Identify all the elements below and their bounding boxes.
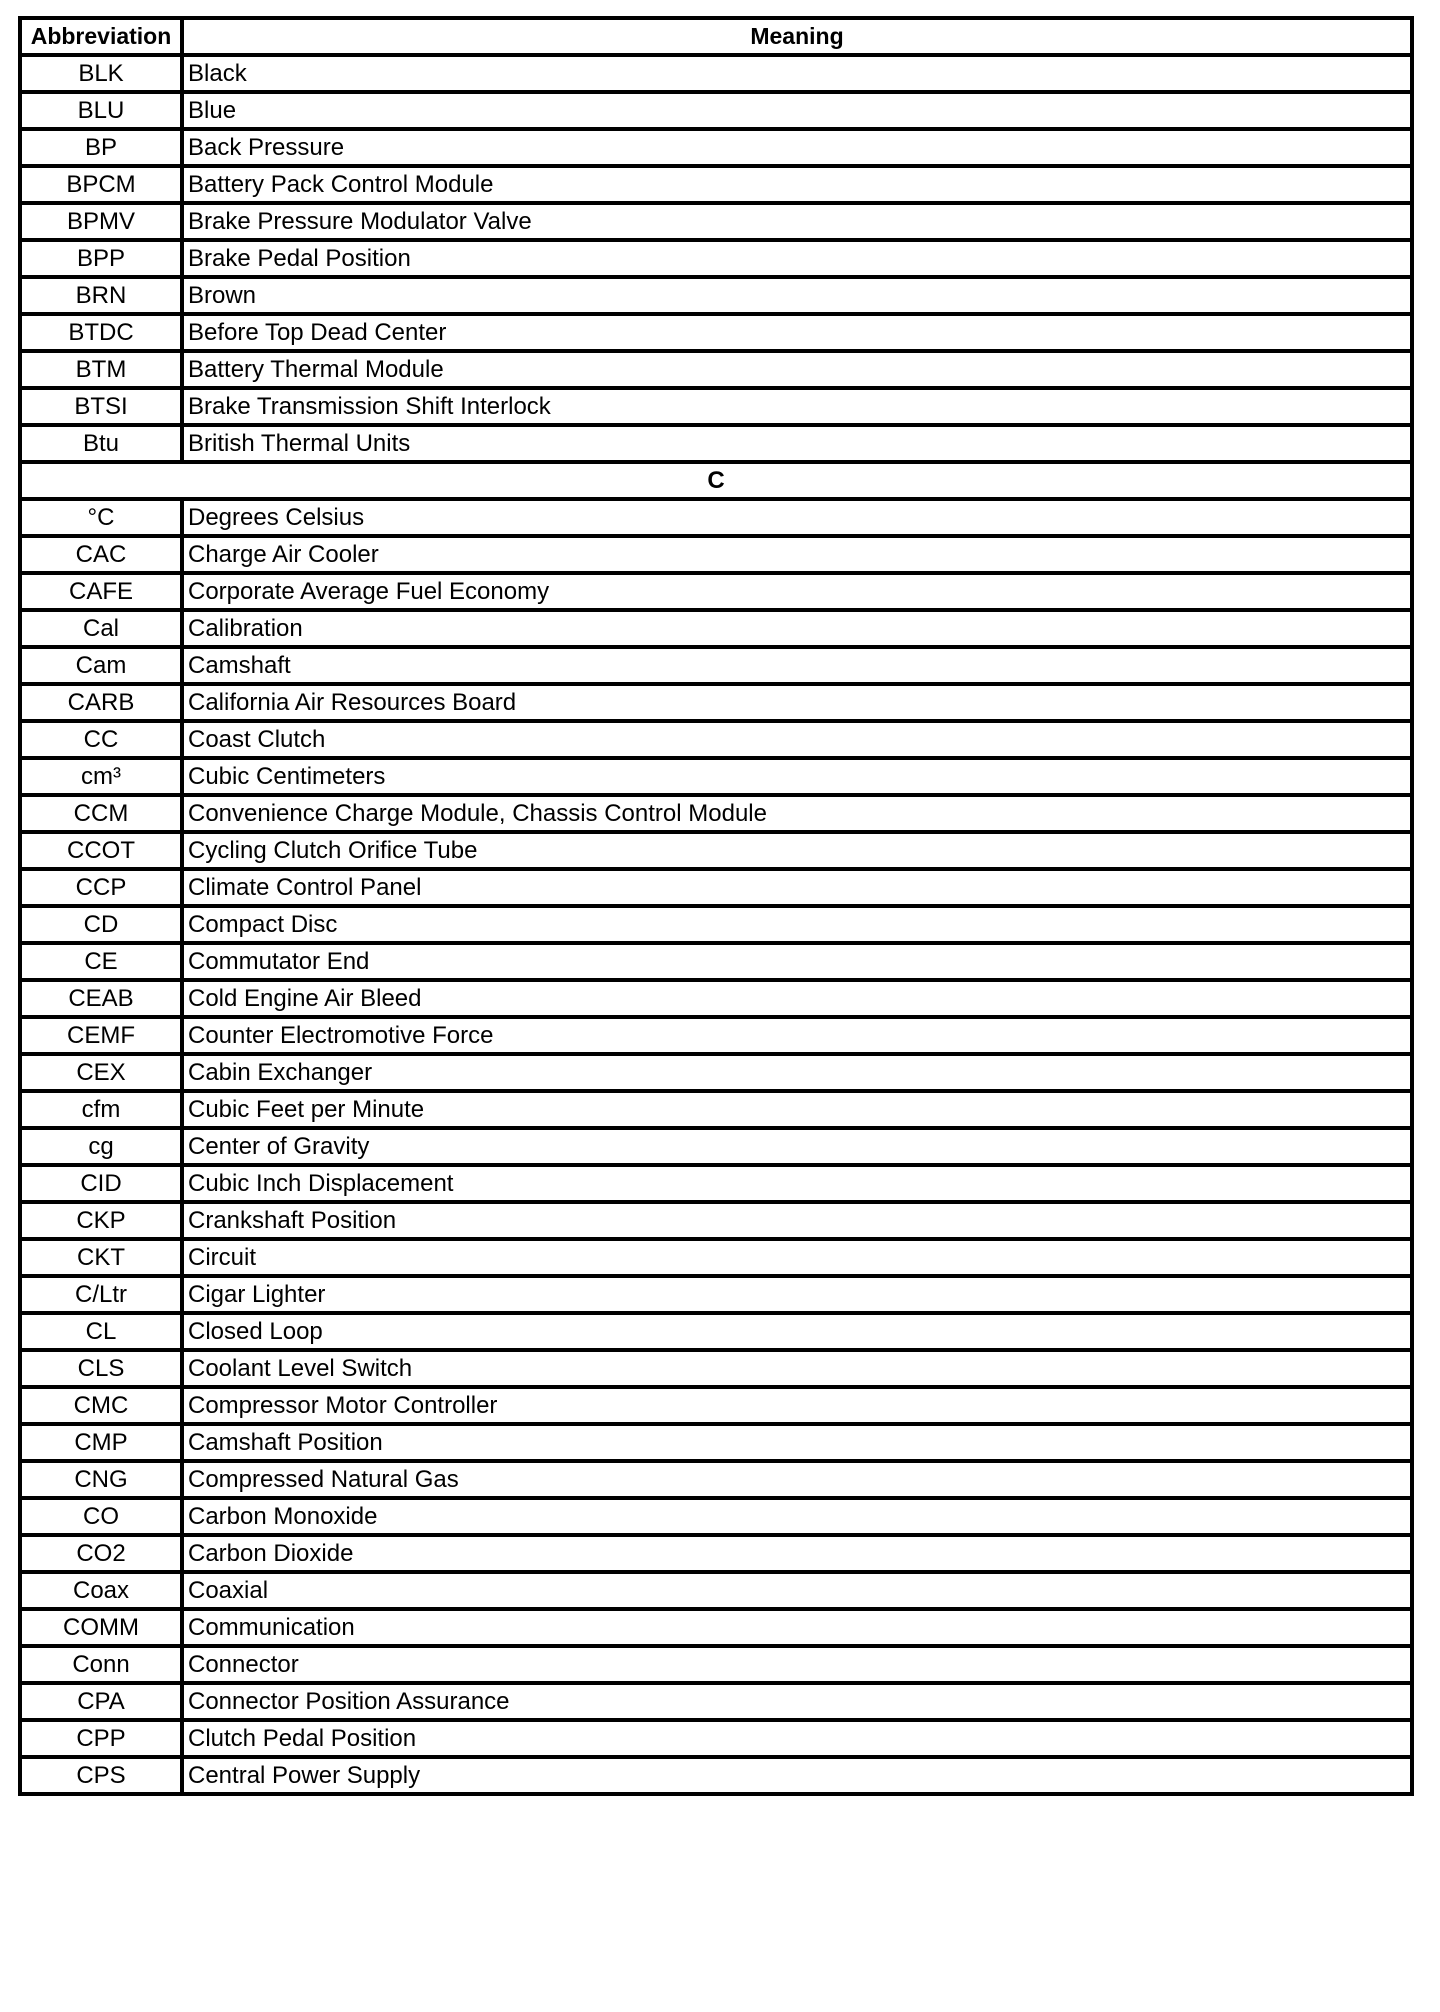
meaning-cell: Brown — [182, 277, 1412, 314]
meaning-column-header: Meaning — [182, 18, 1412, 55]
section-letter: C — [20, 462, 1412, 499]
table-row — [20, 425, 1412, 462]
table-row — [20, 240, 1412, 277]
meaning-cell: Cabin Exchanger — [182, 1054, 1412, 1091]
abbreviation-cell: °C — [20, 499, 182, 536]
meaning-cell: Brake Pressure Modulator Valve — [182, 203, 1412, 240]
meaning-cell: Calibration — [182, 610, 1412, 647]
meaning-cell: Cycling Clutch Orifice Tube — [182, 832, 1412, 869]
table-row — [20, 684, 1412, 721]
abbreviation-cell: CNG — [20, 1461, 182, 1498]
table-row — [20, 832, 1412, 869]
abbreviation-cell: CPA — [20, 1683, 182, 1720]
abbreviation-cell: CAFE — [20, 573, 182, 610]
meaning-cell: Clutch Pedal Position — [182, 1720, 1412, 1757]
meaning-cell: Camshaft — [182, 647, 1412, 684]
table-row — [20, 1387, 1412, 1424]
table-row — [20, 795, 1412, 832]
table-row — [20, 758, 1412, 795]
abbreviation-cell: BLU — [20, 92, 182, 129]
meaning-cell: Black — [182, 55, 1412, 92]
table-row — [20, 610, 1412, 647]
table-row — [20, 721, 1412, 758]
meaning-cell: British Thermal Units — [182, 425, 1412, 462]
table-row — [20, 1202, 1412, 1239]
meaning-cell: Brake Pedal Position — [182, 240, 1412, 277]
abbreviation-cell: BLK — [20, 55, 182, 92]
meaning-cell: Cigar Lighter — [182, 1276, 1412, 1313]
table-row — [20, 1017, 1412, 1054]
abbreviation-cell: cm³ — [20, 758, 182, 795]
table-row — [20, 499, 1412, 536]
abbreviation-cell: CL — [20, 1313, 182, 1350]
table-row — [20, 277, 1412, 314]
meaning-cell: Carbon Dioxide — [182, 1535, 1412, 1572]
abbreviation-cell: cg — [20, 1128, 182, 1165]
meaning-cell: Carbon Monoxide — [182, 1498, 1412, 1535]
meaning-cell: Climate Control Panel — [182, 869, 1412, 906]
table-row — [20, 1091, 1412, 1128]
abbreviation-cell: CEMF — [20, 1017, 182, 1054]
table-row — [20, 166, 1412, 203]
meaning-cell: Brake Transmission Shift Interlock — [182, 388, 1412, 425]
meaning-cell: Central Power Supply — [182, 1757, 1412, 1794]
meaning-cell: California Air Resources Board — [182, 684, 1412, 721]
table-row — [20, 388, 1412, 425]
abbreviation-cell: CARB — [20, 684, 182, 721]
abbreviation-cell: CD — [20, 906, 182, 943]
abbreviation-column-header: Abbreviation — [20, 18, 182, 55]
abbreviation-cell: Cal — [20, 610, 182, 647]
table-row — [20, 314, 1412, 351]
abbreviation-cell: CCP — [20, 869, 182, 906]
abbreviation-cell: BRN — [20, 277, 182, 314]
table-row — [20, 1128, 1412, 1165]
abbreviation-cell: CCM — [20, 795, 182, 832]
meaning-cell: Crankshaft Position — [182, 1202, 1412, 1239]
abbreviation-cell: BTSI — [20, 388, 182, 425]
abbreviation-cell: BP — [20, 129, 182, 166]
table-row — [20, 573, 1412, 610]
meaning-cell: Coaxial — [182, 1572, 1412, 1609]
meaning-cell: Commutator End — [182, 943, 1412, 980]
meaning-cell: Convenience Charge Module, Chassis Control Module — [182, 795, 1412, 832]
meaning-cell: Compressed Natural Gas — [182, 1461, 1412, 1498]
abbreviation-cell: Btu — [20, 425, 182, 462]
meaning-cell: Coast Clutch — [182, 721, 1412, 758]
abbreviation-cell: BPP — [20, 240, 182, 277]
table-row — [20, 351, 1412, 388]
abbreviation-cell: CO2 — [20, 1535, 182, 1572]
table-body — [20, 55, 1412, 1794]
table-row — [20, 1276, 1412, 1313]
table-row — [20, 55, 1412, 92]
meaning-cell: Cubic Inch Displacement — [182, 1165, 1412, 1202]
meaning-cell: Camshaft Position — [182, 1424, 1412, 1461]
meaning-cell: Coolant Level Switch — [182, 1350, 1412, 1387]
abbreviation-cell: CEAB — [20, 980, 182, 1017]
abbreviation-cell: CPP — [20, 1720, 182, 1757]
abbreviation-cell: CLS — [20, 1350, 182, 1387]
table-row — [20, 906, 1412, 943]
meaning-cell: Degrees Celsius — [182, 499, 1412, 536]
meaning-cell: Connector Position Assurance — [182, 1683, 1412, 1720]
meaning-cell: Corporate Average Fuel Economy — [182, 573, 1412, 610]
meaning-cell: Cubic Feet per Minute — [182, 1091, 1412, 1128]
meaning-cell: Back Pressure — [182, 129, 1412, 166]
table-row — [20, 943, 1412, 980]
meaning-cell: Closed Loop — [182, 1313, 1412, 1350]
meaning-cell: Cubic Centimeters — [182, 758, 1412, 795]
meaning-cell: Counter Electromotive Force — [182, 1017, 1412, 1054]
abbreviation-cell: cfm — [20, 1091, 182, 1128]
abbreviation-cell: Coax — [20, 1572, 182, 1609]
abbreviation-cell: CPS — [20, 1757, 182, 1794]
table-row — [20, 1572, 1412, 1609]
abbreviation-cell: Cam — [20, 647, 182, 684]
abbreviation-cell: COMM — [20, 1609, 182, 1646]
abbreviation-cell: CKP — [20, 1202, 182, 1239]
abbreviation-cell: CE — [20, 943, 182, 980]
abbreviation-cell: BPMV — [20, 203, 182, 240]
abbreviation-cell: CC — [20, 721, 182, 758]
section-header-row — [20, 462, 1412, 499]
meaning-cell: Center of Gravity — [182, 1128, 1412, 1165]
abbreviation-cell: C/Ltr — [20, 1276, 182, 1313]
meaning-cell: Circuit — [182, 1239, 1412, 1276]
table-row — [20, 1683, 1412, 1720]
meaning-cell: Blue — [182, 92, 1412, 129]
abbreviation-cell: BTDC — [20, 314, 182, 351]
abbreviation-cell: CAC — [20, 536, 182, 573]
abbreviation-cell: CEX — [20, 1054, 182, 1091]
table-row — [20, 980, 1412, 1017]
table-row — [20, 1757, 1412, 1794]
meaning-cell: Cold Engine Air Bleed — [182, 980, 1412, 1017]
table-row — [20, 1313, 1412, 1350]
table-row — [20, 203, 1412, 240]
abbreviation-cell: Conn — [20, 1646, 182, 1683]
meaning-cell: Charge Air Cooler — [182, 536, 1412, 573]
table-row — [20, 1461, 1412, 1498]
table-row — [20, 647, 1412, 684]
abbreviation-cell: CCOT — [20, 832, 182, 869]
abbreviation-cell: BPCM — [20, 166, 182, 203]
meaning-cell: Battery Pack Control Module — [182, 166, 1412, 203]
table-header-row — [20, 18, 1412, 55]
table-row — [20, 129, 1412, 166]
table-row — [20, 1350, 1412, 1387]
table-row — [20, 1720, 1412, 1757]
table-row — [20, 1239, 1412, 1276]
meaning-cell: Connector — [182, 1646, 1412, 1683]
abbreviation-cell: CO — [20, 1498, 182, 1535]
table-row — [20, 1535, 1412, 1572]
table-row — [20, 1609, 1412, 1646]
table-row — [20, 92, 1412, 129]
table-row — [20, 1498, 1412, 1535]
meaning-cell: Compact Disc — [182, 906, 1412, 943]
table-row — [20, 1165, 1412, 1202]
abbreviation-cell: BTM — [20, 351, 182, 388]
meaning-cell: Battery Thermal Module — [182, 351, 1412, 388]
table-row — [20, 536, 1412, 573]
meaning-cell: Compressor Motor Controller — [182, 1387, 1412, 1424]
abbreviation-table — [18, 16, 1414, 1796]
abbreviation-cell: CID — [20, 1165, 182, 1202]
table-row — [20, 869, 1412, 906]
table-row — [20, 1646, 1412, 1683]
meaning-cell: Before Top Dead Center — [182, 314, 1412, 351]
table-row — [20, 1054, 1412, 1091]
table-row — [20, 1424, 1412, 1461]
abbreviation-cell: CMP — [20, 1424, 182, 1461]
abbreviation-cell: CKT — [20, 1239, 182, 1276]
abbreviation-cell: CMC — [20, 1387, 182, 1424]
meaning-cell: Communication — [182, 1609, 1412, 1646]
